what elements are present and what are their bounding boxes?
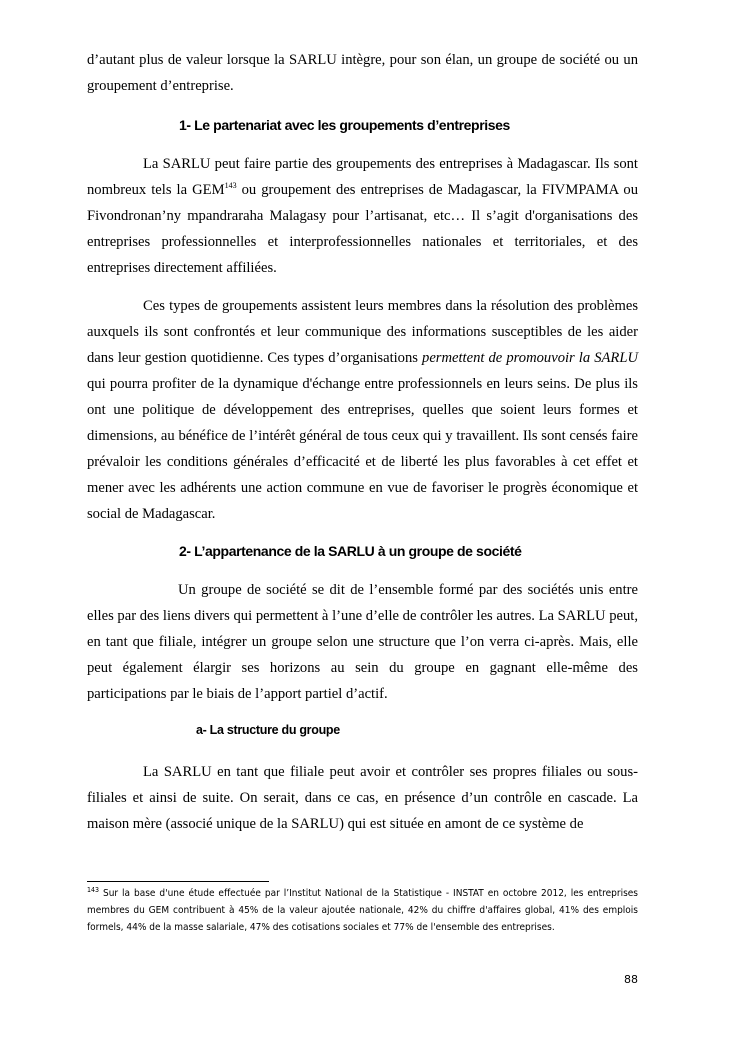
page-number: 88 bbox=[624, 973, 638, 986]
section-1-heading: 1- Le partenariat avec les groupements d’entreprises bbox=[179, 117, 510, 133]
section-2-heading: 2- L’appartenance de la SARLU à un groupe de société bbox=[179, 543, 522, 559]
footnote-number: 143 bbox=[87, 886, 100, 894]
section-2-paragraph-1: Un groupe de société se dit de l’ensemble formé par des sociétés unis entre elles par des liens divers qui permettent à l’une d’elle de contrôler les autres. La SARLU peut, en tant que filiale, intégrer un groupe selon une structure que l’on verra ci-après. Mais, elle peut également élargir ses horizons au sein du groupe en gagnant elle-même des participations par le biais de l’apport partiel d’actif. bbox=[87, 582, 638, 702]
section-1-paragraph-1-start: La SARLU peut faire partie des groupements des entreprises à Madagascar. Ils sont nombreux tels la GEM bbox=[87, 156, 638, 198]
section-1-paragraph-1-end: ou groupement des entreprises de Madagascar, la FIVMPAMA ou Fivondronan’ny mpandraraha Malagasy pour l’artisanat, etc… Il s’agit d'organisations des entreprises professionnelles et interprofessionnelles nationales et territoriales, et des entreprises directement affiliées. bbox=[87, 182, 638, 276]
section-2-body-2 bbox=[87, 759, 638, 837]
intro-paragraph bbox=[87, 47, 638, 99]
section-1-body bbox=[87, 151, 638, 281]
section-1-paragraph-2-emphasis: permettent de promouvoir la SARLU bbox=[422, 350, 638, 366]
section-1-body-2 bbox=[87, 293, 638, 527]
section-1-paragraph-2-start: Ces types de groupements assistent leurs membres dans la résolution des problèmes auxquels ils sont confrontés et leur communique des informations susceptibles de les aider dans leur gestion quotidienne. Ces types d’organisations bbox=[87, 298, 638, 366]
section-1-paragraph-2 bbox=[87, 293, 638, 527]
section-2-paragraph-2: La SARLU en tant que filiale peut avoir et contrôler ses propres filiales ou sous-filiales et ainsi de suite. On serait, dans ce cas, en présence d’un contrôle en cascade. La maison mère (associé unique de la SARLU) qui est située en amont de ce système de bbox=[87, 764, 638, 832]
section-2-subheading: a- La structure du groupe bbox=[196, 723, 340, 737]
section-1-paragraph-2-end: qui pourra profiter de la dynamique d'échange entre professionnels en leurs seins. De plus ils ont une politique de développement des entreprises, quelles que soient leurs formes et dimensions, au bénéfice de l’intérêt général de tous ceux qui y travaillent. Ils sont censés faire prévaloir les conditions générales d’efficacité et de liberté les plus favorables à cet effet et mener avec les adhérents une action commune en vue de favoriser le progrès économique et social de Madagascar. bbox=[87, 376, 638, 522]
section-1-paragraph-1 bbox=[87, 151, 638, 281]
footnote bbox=[87, 885, 638, 936]
footnote-text: Sur la base d'une étude effectuée par l’Institut National de la Statistique - INSTAT en octobre 2012, les entreprises membres du GEM contribuent à 45% de la valeur ajoutée nationale, 42% du chiffre d'affaires global, 41% des emplois formels, 44% de la masse salariale, 47% des cotisations sociales et 77% de l'ensemble des entreprises. bbox=[87, 888, 638, 933]
section-2-body bbox=[87, 577, 638, 707]
footnote-reference: 143 bbox=[224, 181, 237, 190]
intro-text: d’autant plus de valeur lorsque la SARLU intègre, pour son élan, un groupe de société ou un groupement d’entreprise. bbox=[87, 52, 638, 94]
footnote-divider bbox=[87, 881, 269, 882]
